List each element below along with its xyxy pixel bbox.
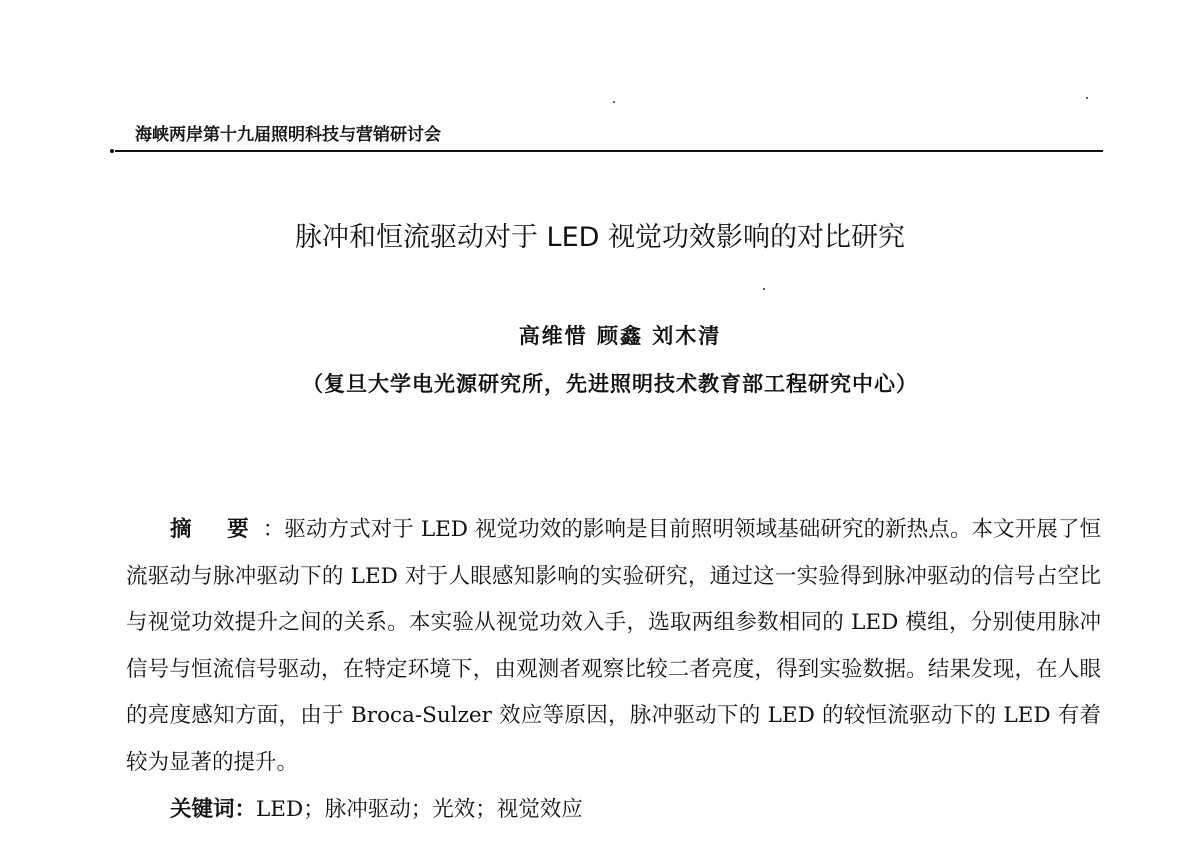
header-rule: [115, 150, 1103, 152]
keywords-line: [170, 792, 583, 823]
abstract-label: 摘 要: [170, 517, 263, 542]
conference-header: 海峡两岸第十九届照明科技与营销研讨会: [135, 125, 441, 145]
scan-speck: [613, 101, 615, 103]
paper-affiliation: （复旦大学电光源研究所，先进照明技术教育部工程研究中心）: [302, 371, 918, 396]
paper-authors: 高维惜 顾鑫 刘木清: [518, 323, 722, 348]
keywords-label: 关键词：: [170, 797, 257, 822]
abstract-text: ：驱动方式对于 LED 视觉功效的影响是目前照明领域基础研究的新热点。本文开展了恒流驱动与脉冲驱动下的 LED 对于人眼感知影响的实验研究，通过这一实验得到脉冲驱动的信号占空比与视觉功效提升之间的关系。本实验从视觉功效入手，选取两组参数相同的 LED 模组，分别使用脉冲信号与恒流信号驱动，在特定环境下，由观测者观察比较二者亮度，得到实验数据。结果发现，在人眼的亮度感知方面，由于 Broca-Sulzer 效应等原因，脉冲驱动下的 LED 的较恒流驱动下的 LED 有着较为显著的提升。: [126, 517, 1101, 775]
keywords-text: LED；脉冲驱动；光效；视觉效应: [256, 797, 583, 822]
scan-speck: [763, 288, 765, 290]
scan-speck: [1086, 97, 1088, 99]
header-rule-dot: [110, 149, 114, 153]
paper-title: 脉冲和恒流驱动对于 LED 视觉功效影响的对比研究: [294, 222, 906, 253]
abstract-paragraph: [126, 507, 1101, 786]
